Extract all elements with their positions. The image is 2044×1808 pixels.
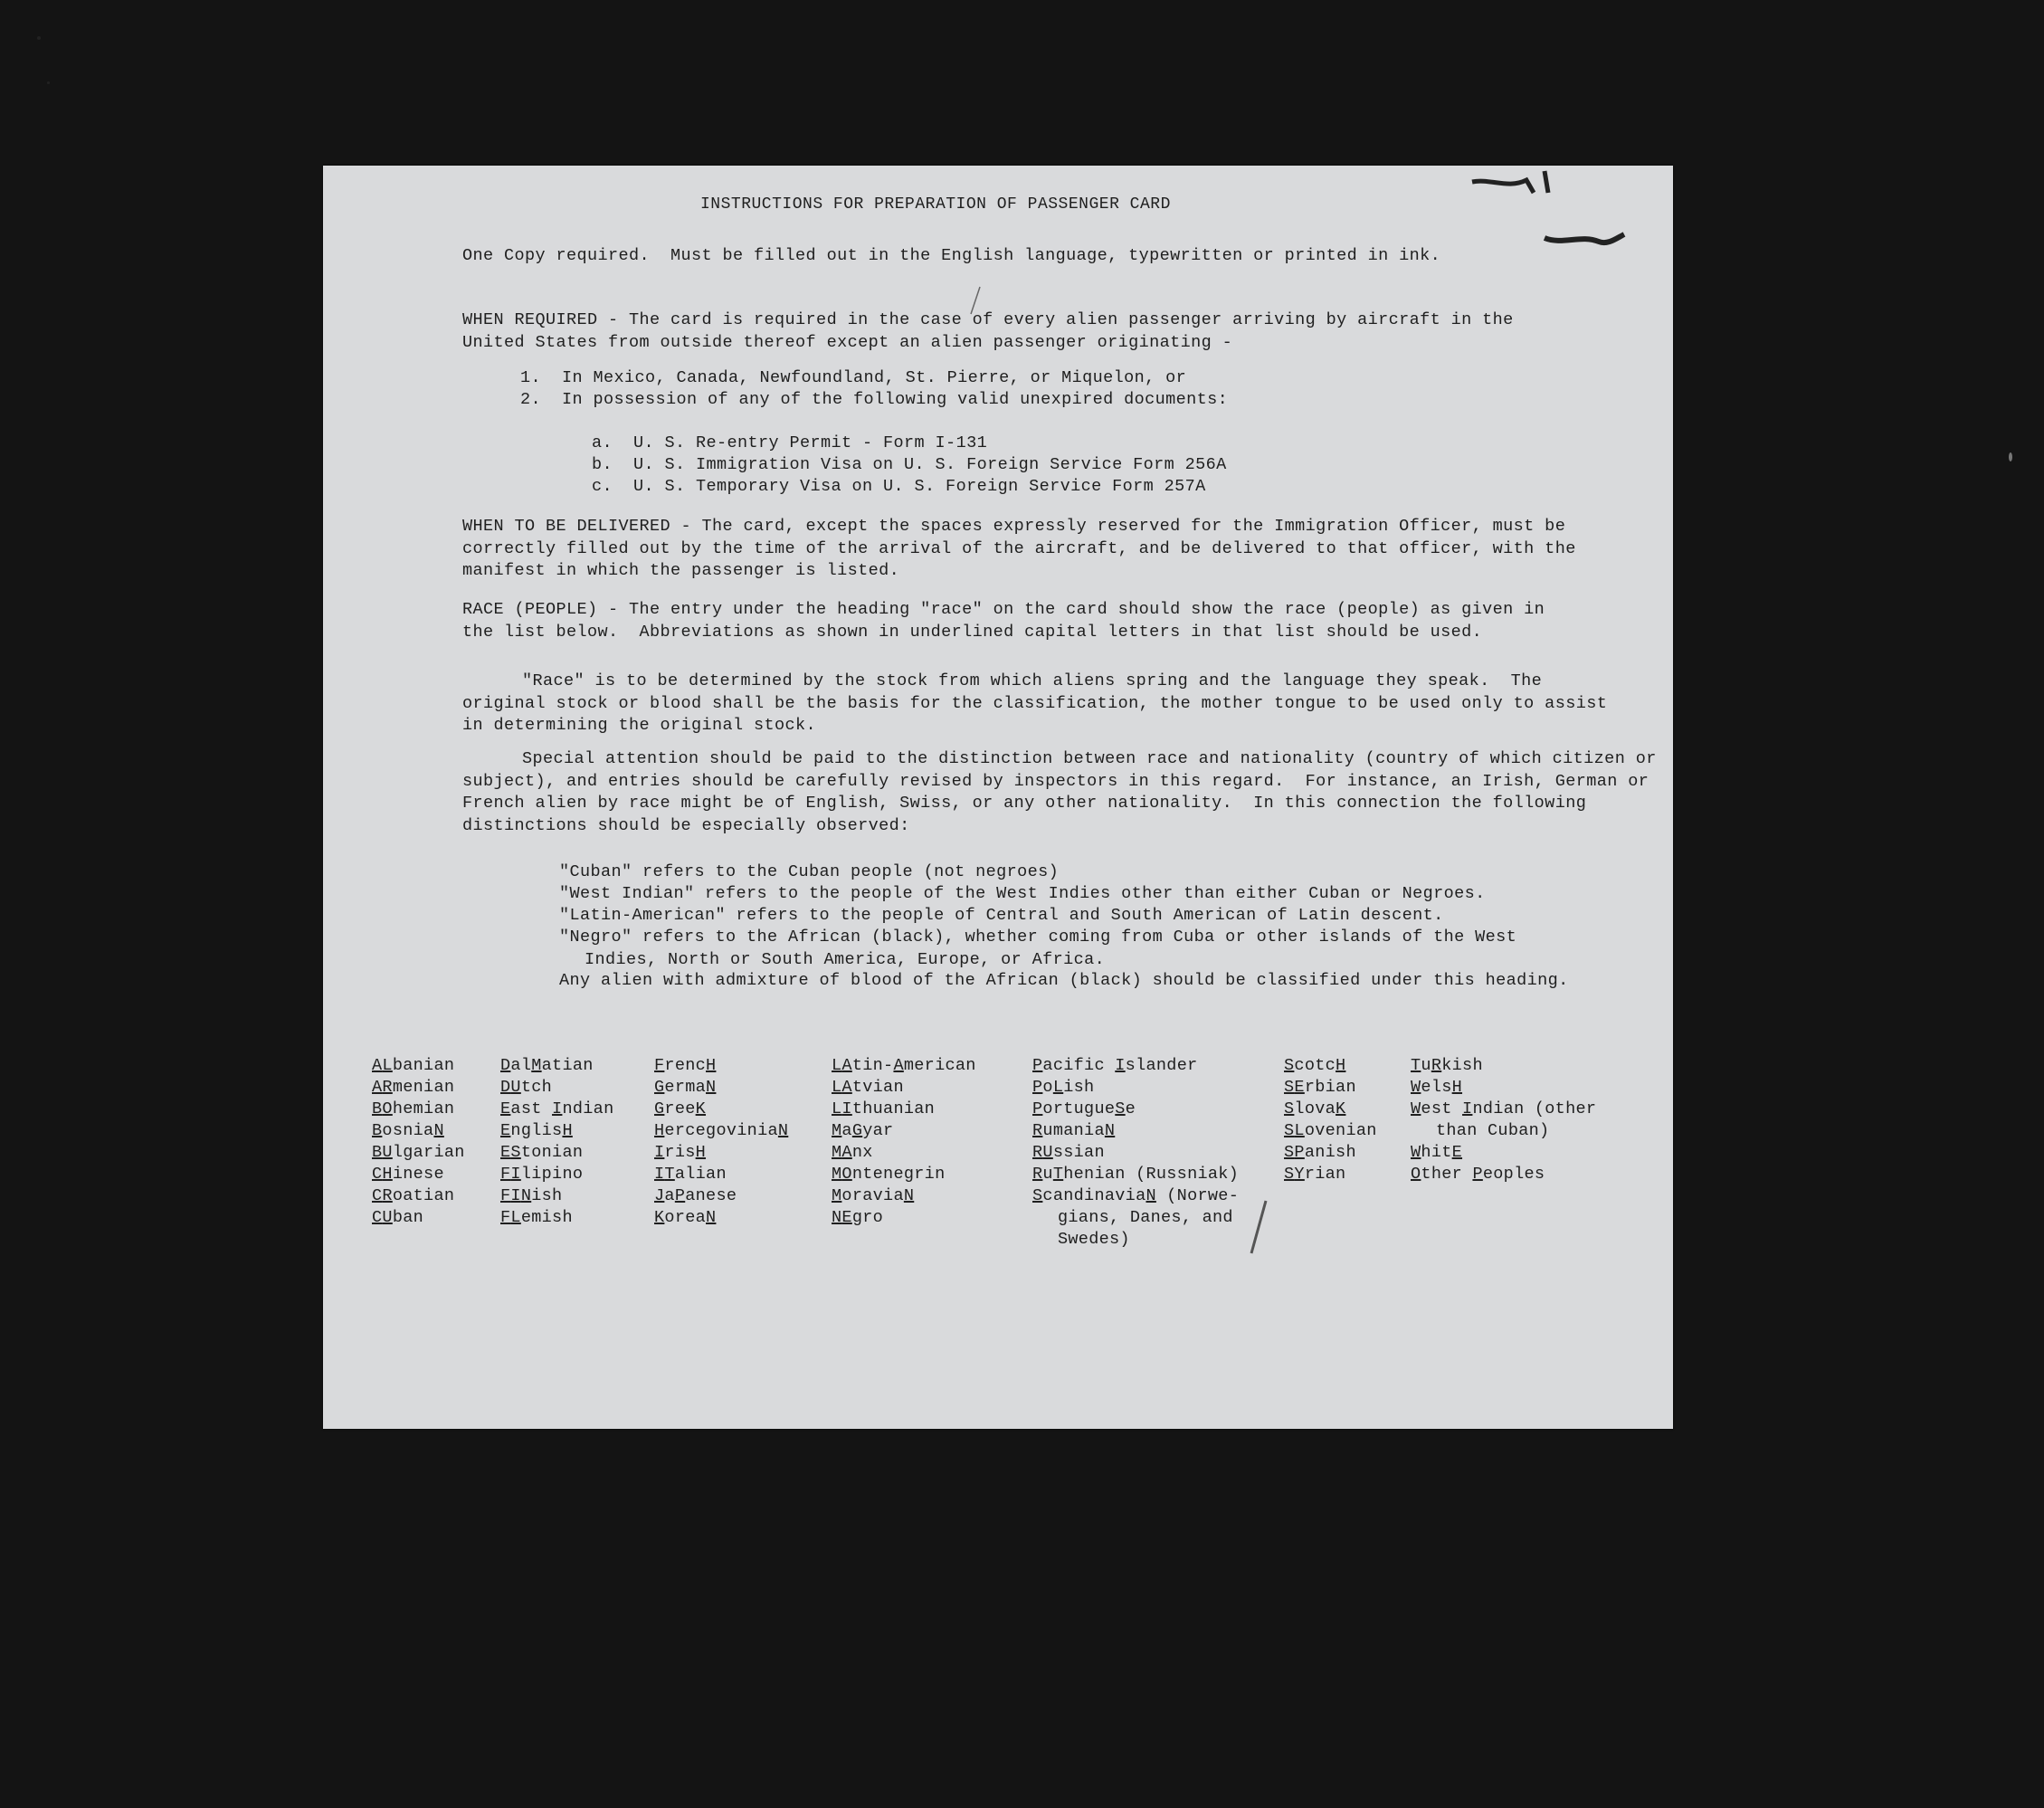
dust-speck: [47, 81, 50, 84]
race-entry: East Indian: [500, 1099, 614, 1118]
race-entry: MOntenegrin: [832, 1165, 946, 1184]
distinction-negro: "Negro" refers to the African (black), whether coming from Cuba or other islands of the West Indies, North or South America, Europe, or Africa.: [559, 928, 1527, 969]
race-entry: BOhemian: [372, 1099, 455, 1118]
race-entry: HercegoviniaN: [654, 1121, 789, 1140]
race-entry: LAtvian: [832, 1078, 904, 1097]
race-entry: SlovaK: [1284, 1099, 1346, 1118]
race-column-3: [654, 1055, 788, 1229]
race-entry: BUlgarian: [372, 1143, 465, 1162]
race-entry: ARmenian: [372, 1078, 455, 1097]
list-item: c. U. S. Temporary Visa on U. S. Foreign Service Form 257A: [592, 477, 1206, 496]
race-entry: LAtin-American: [832, 1056, 976, 1075]
intro-paragraph: One Copy required. Must be filled out in the English language, typewritten or printed in ink.: [462, 246, 1441, 265]
race-entry: ScandinaviaN (Norwe-: [1032, 1186, 1240, 1205]
list-item: 2. In possession of any of the following valid unexpired documents:: [520, 390, 1229, 409]
race-entry: CUban: [372, 1208, 424, 1227]
list-item: b. U. S. Immigration Visa on U. S. Foreign Service Form 256A: [592, 455, 1227, 474]
race-entry: KoreaN: [654, 1208, 717, 1227]
race-entry: PoLish: [1032, 1078, 1095, 1097]
special-attention-paragraph: Special attention should be paid to the distinction between race and nationality (country of which citizen or subject), and entries should be carefully revised by inspectors in this regard. For instance, an Irish, German or French alien by race might be of English, Swiss, or any other nationality. In this connection the following distinctions should be especially observed:: [462, 749, 1668, 835]
dust-speck: [37, 36, 41, 40]
distinction-cuban: "Cuban" refers to the Cuban people (not negroes): [559, 862, 1060, 881]
race-entry: FrencH: [654, 1056, 717, 1075]
race-entry: RUssian: [1032, 1143, 1105, 1162]
race-entry: MaGyar: [832, 1121, 894, 1140]
race-column-7: [1411, 1055, 1596, 1185]
pencil-stroke-mark: [1246, 1197, 1273, 1261]
race-entry: FINish: [500, 1186, 563, 1205]
race-entry: MoraviaN: [832, 1186, 915, 1205]
pencil-tick-mark: [965, 283, 984, 319]
race-entry: than Cuban): [1436, 1121, 1550, 1140]
race-entry: EStonian: [500, 1143, 584, 1162]
document-page: [323, 166, 1673, 1429]
race-entry: LIthuanian: [832, 1099, 936, 1118]
race-entry: WhitE: [1411, 1143, 1463, 1162]
list-item: a. U. S. Re-entry Permit - Form I-131: [592, 433, 988, 452]
race-entry: West Indian (other: [1411, 1099, 1597, 1118]
race-definition-paragraph: "Race" is to be determined by the stock from which aliens spring and the language they speak. The original stock or blood shall be the basis for the classification, the mother tongue to be used only to assist in determining the original stock.: [462, 671, 1618, 735]
race-heading-paragraph: RACE (PEOPLE) - The entry under the heading "race" on the card should show the race (people) as given in the list below. Abbreviations as shown in underlined capital letters in that list should be used.: [462, 600, 1555, 642]
race-entry: GreeK: [654, 1099, 707, 1118]
race-column-4: [832, 1055, 976, 1229]
race-entry: JaPanese: [654, 1186, 737, 1205]
race-entry: gians, Danes, and: [1058, 1208, 1233, 1227]
distinction-latin-american: "Latin-American" refers to the people of Central and South American of Latin descent.: [559, 906, 1444, 925]
race-entry: DUtch: [500, 1078, 553, 1097]
race-entry: PortugueSe: [1032, 1099, 1136, 1118]
when-required-paragraph: WHEN REQUIRED - The card is required in the case of every alien passenger arriving by aircraft in the United States from outside thereof except an alien passenger originating -: [462, 310, 1525, 352]
race-entry: ITalian: [654, 1165, 727, 1184]
race-entry: CRoatian: [372, 1186, 455, 1205]
race-entry: WelsH: [1411, 1078, 1463, 1097]
race-column-1: [372, 1055, 465, 1229]
race-entry: CHinese: [372, 1165, 444, 1184]
race-entry: SErbian: [1284, 1078, 1356, 1097]
race-entry: GermaN: [654, 1078, 717, 1097]
race-entry: NEgro: [832, 1208, 884, 1227]
race-entry: SLovenian: [1284, 1121, 1377, 1140]
race-entry: ScotcH: [1284, 1056, 1346, 1075]
race-entry: IrisH: [654, 1143, 707, 1162]
race-entry: RuThenian (Russniak): [1032, 1165, 1240, 1184]
race-entry: EnglisH: [500, 1121, 573, 1140]
race-entry: SYrian: [1284, 1165, 1346, 1184]
race-entry: BosniaN: [372, 1121, 444, 1140]
race-column-2: [500, 1055, 613, 1229]
list-item: 1. In Mexico, Canada, Newfoundland, St. Pierre, or Miquelon, or: [520, 368, 1187, 387]
race-entry: Pacific Islander: [1032, 1056, 1198, 1075]
race-entry: DalMatian: [500, 1056, 594, 1075]
dust-speck: [2009, 452, 2012, 462]
race-column-5: [1032, 1055, 1239, 1251]
race-entry: MAnx: [832, 1143, 873, 1162]
race-entry: Other Peoples: [1411, 1165, 1545, 1184]
race-column-6: [1284, 1055, 1377, 1185]
distinction-west-indian: "West Indian" refers to the people of the West Indies other than either Cuban or Negroes.: [559, 884, 1486, 903]
race-entry: RumaniaN: [1032, 1121, 1116, 1140]
race-entry: Swedes): [1058, 1230, 1130, 1249]
race-entry: FLemish: [500, 1208, 573, 1227]
race-entry: ALbanian: [372, 1056, 455, 1075]
race-entry: TuRkish: [1411, 1056, 1483, 1075]
document-title: INSTRUCTIONS FOR PREPARATION OF PASSENGER CARD: [700, 195, 1171, 214]
ink-scribble-mark: [1454, 162, 1662, 262]
distinction-admixture: Any alien with admixture of blood of the African (black) should be classified under this heading.: [559, 971, 1569, 990]
race-entry: FIlipino: [500, 1165, 584, 1184]
when-delivered-paragraph: WHEN TO BE DELIVERED - The card, except the spaces expressly reserved for the Immigration Officer, must be correctly filled out by the time of the arrival of the aircraft, and be delivered to that officer, with the manifest in which the passenger is listed.: [462, 517, 1587, 580]
race-entry: SPanish: [1284, 1143, 1356, 1162]
